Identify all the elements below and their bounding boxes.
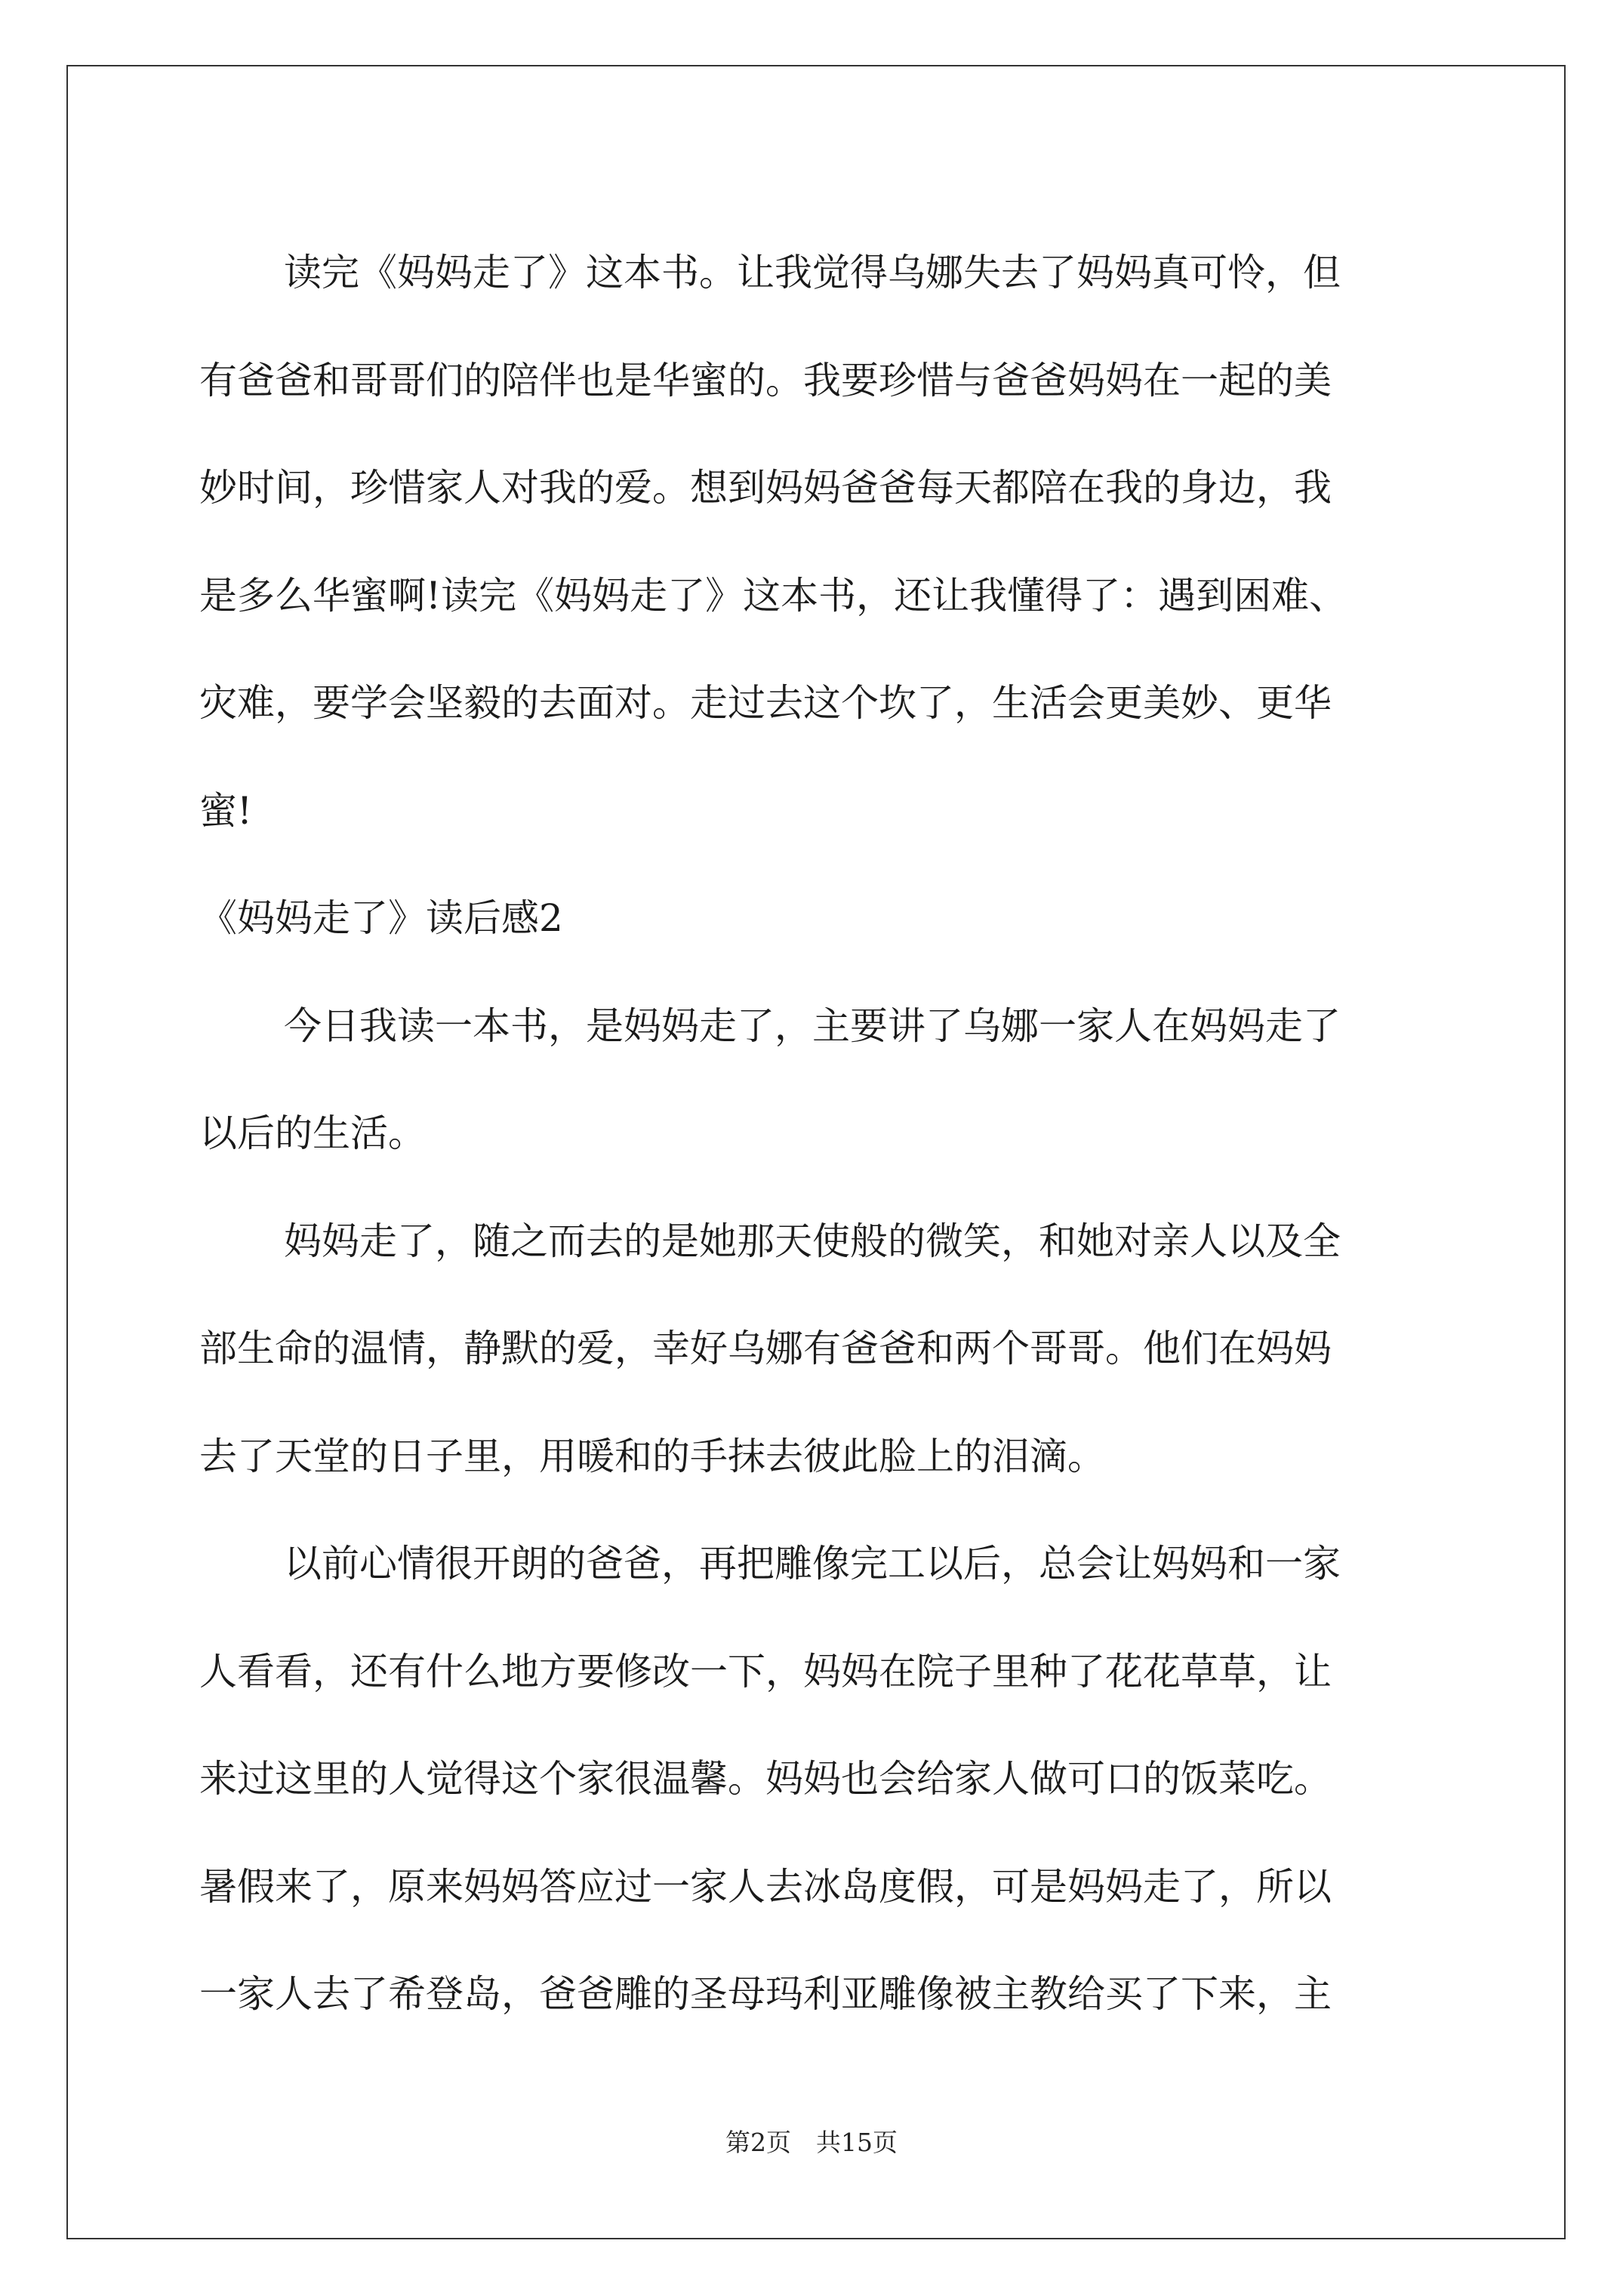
text-line: 妈妈走了，随之而去的是她那天使般的微笑，和她对亲人以及全 bbox=[284, 1219, 1341, 1263]
text-line: 以后的生活。 bbox=[199, 1111, 426, 1155]
text-line: 一家人去了希登岛，爸爸雕的圣母玛利亚雕像被主教给买了下来，主 bbox=[199, 1972, 1332, 2016]
text-line: 以前心情很开朗的爸爸，再把雕像完工以后，总会让妈妈和一家 bbox=[284, 1542, 1341, 1586]
text-line: 去了天堂的日子里，用暖和的手抹去彼此脸上的泪滴。 bbox=[199, 1434, 1105, 1478]
text-line: 是多么华蜜啊!读完《妈妈走了》这本书，还让我懂得了：遇到困难、 bbox=[199, 573, 1347, 618]
text-line: 灾难，要学会坚毅的去面对。走过去这个坎了，生活会更美妙、更华 bbox=[199, 681, 1332, 725]
text-line: 妙时间，珍惜家人对我的爱。想到妈妈爸爸每天都陪在我的身边，我 bbox=[199, 466, 1332, 510]
text-line: 暑假来了，原来妈妈答应过一家人去冰岛度假，可是妈妈走了，所以 bbox=[199, 1864, 1332, 1909]
text-line: 人看看，还有什么地方要修改一下，妈妈在院子里种了花花草草，让 bbox=[199, 1649, 1332, 1693]
text-line: 有爸爸和哥哥们的陪伴也是华蜜的。我要珍惜与爸爸妈妈在一起的美 bbox=[199, 358, 1332, 402]
text-line: 蜜! bbox=[199, 788, 253, 833]
text-line: 部生命的温情，静默的爱，幸好乌娜有爸爸和两个哥哥。他们在妈妈 bbox=[199, 1327, 1332, 1370]
text-line: 今日我读一本书，是妈妈走了，主要讲了乌娜一家人在妈妈走了 bbox=[284, 1003, 1341, 1048]
section-heading: 《妈妈走了》读后感2 bbox=[199, 896, 563, 940]
document-body bbox=[199, 219, 1437, 2048]
page-number-footer: 第2页 共15页 bbox=[725, 2128, 898, 2157]
text-line: 读完《妈妈走了》这本书。让我觉得乌娜失去了妈妈真可怜，但 bbox=[284, 251, 1341, 294]
text-line: 来过这里的人觉得这个家很温馨。妈妈也会给家人做可口的饭菜吃。 bbox=[199, 1757, 1332, 1801]
